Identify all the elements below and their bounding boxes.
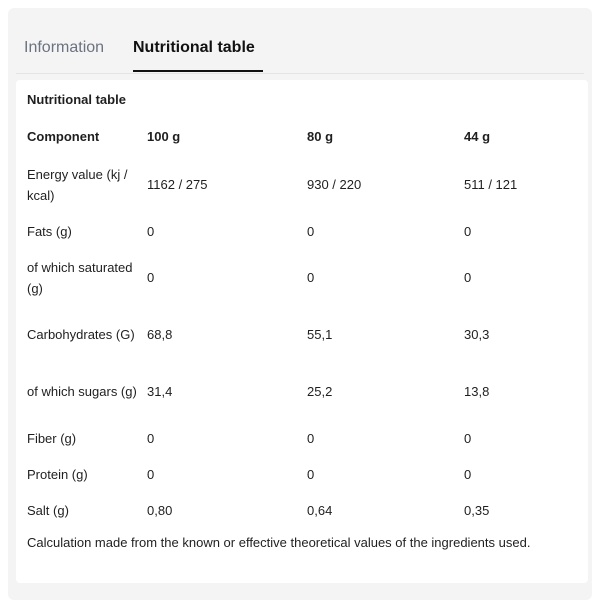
row-label: Fats (g): [27, 223, 72, 239]
cell-44g: 0,35: [464, 502, 490, 518]
row-label: of which sugars (g): [27, 384, 137, 399]
table-row: [27, 492, 577, 528]
table-header-row: [27, 116, 577, 156]
row-label: Carbohydrates (G): [27, 327, 135, 342]
cell-80g: 0: [307, 270, 315, 285]
table-row: [27, 456, 577, 492]
row-label: of which saturated (g): [27, 259, 133, 296]
cell-80g: 0: [307, 466, 315, 482]
cell-80g: 25,2: [307, 384, 333, 399]
cell-44g: 0: [464, 270, 472, 285]
tab-bar: [16, 24, 584, 74]
row-label: Salt (g): [27, 502, 69, 518]
header-44g: 44 g: [464, 128, 491, 144]
nutritional-table-card: [16, 80, 588, 583]
cell-100g: 0: [147, 270, 155, 285]
cell-44g: 0: [464, 466, 472, 482]
row-label: Protein (g): [27, 466, 88, 482]
cell-100g: 0: [147, 430, 155, 446]
calculation-footnote: Calculation made from the known or effective theoretical values of the ingredients used.: [27, 535, 531, 550]
header-80g: 80 g: [307, 128, 334, 144]
cell-80g: 0: [307, 430, 315, 446]
cell-80g: 0: [307, 223, 315, 239]
card-title: Nutritional table: [27, 92, 126, 107]
table-row: [27, 420, 577, 456]
active-tab-indicator: [133, 70, 263, 72]
cell-44g: 511 / 121: [464, 177, 518, 192]
cell-44g: 13,8: [464, 384, 490, 399]
table-row: [27, 363, 577, 420]
header-100g: 100 g: [147, 128, 181, 144]
cell-80g: 0,64: [307, 502, 333, 518]
cell-100g: 0: [147, 466, 155, 482]
table-row: [27, 306, 577, 363]
cell-44g: 30,3: [464, 327, 490, 342]
cell-100g: 0,80: [147, 502, 173, 518]
table-row: [27, 213, 577, 249]
row-label: Energy value (kj / kcal): [27, 166, 128, 203]
cell-44g: 0: [464, 223, 472, 239]
tab-nutritional-table[interactable]: Nutritional table: [133, 39, 255, 56]
cell-100g: 68,8: [147, 327, 173, 342]
cell-80g: 55,1: [307, 327, 333, 342]
row-label: Fiber (g): [27, 430, 77, 446]
cell-44g: 0: [464, 430, 472, 446]
nutrition-table: [27, 116, 577, 528]
cell-100g: 0: [147, 223, 155, 239]
cell-100g: 1162 / 275: [147, 177, 208, 192]
cell-100g: 31,4: [147, 384, 173, 399]
header-component: Component: [27, 128, 100, 144]
cell-80g: 930 / 220: [307, 177, 362, 192]
table-row: [27, 156, 577, 213]
table-row: [27, 249, 577, 306]
tab-information[interactable]: Information: [24, 39, 105, 56]
